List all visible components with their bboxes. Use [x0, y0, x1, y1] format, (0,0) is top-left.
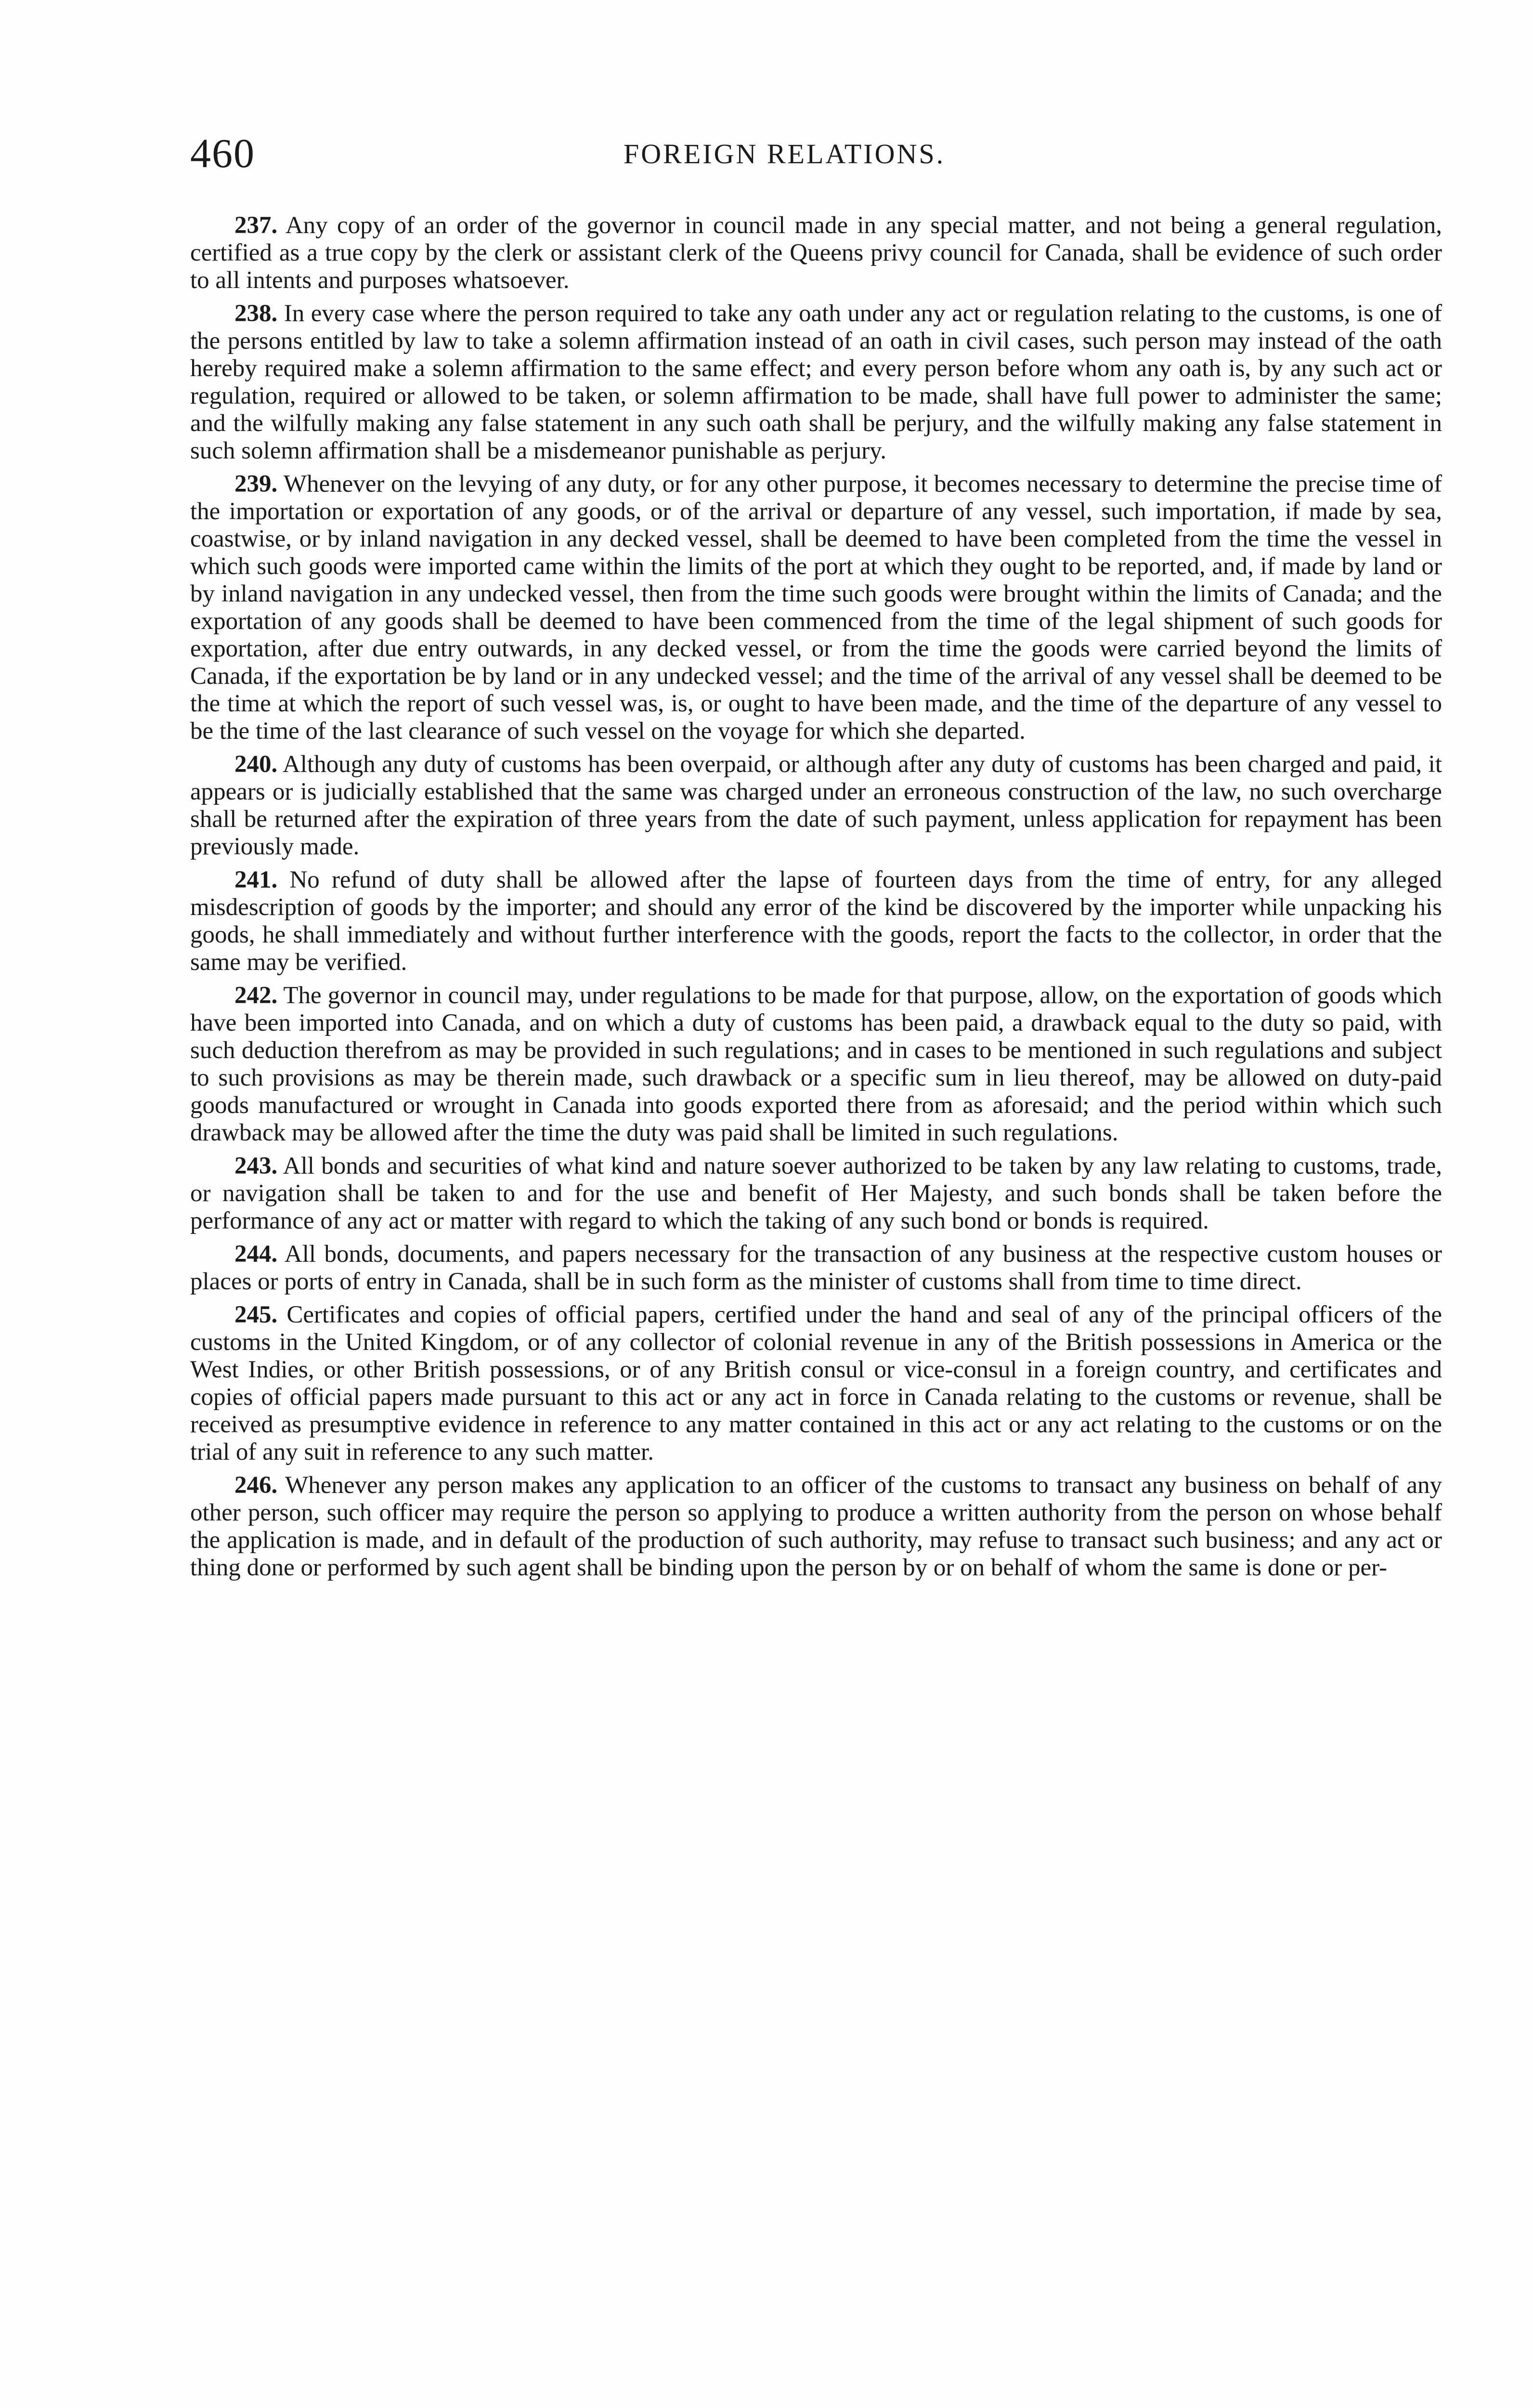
section-242 [190, 982, 1442, 1147]
section-number: 241. [234, 866, 278, 893]
page-header [190, 129, 1442, 182]
section-text: Whenever on the levying of any duty, or for any other purpose, it becomes necessary to determine the precise time of the importation or exportation of any goods, or of the arrival or departure of any vessel, such importation, if made by sea, coastwise, or by inland navigation in any decked vessel, shall be deemed to have been completed from the time the vessel in which such goods were imported came within the limits of the port at which they ought to be reported, and, if made by land or by inland navigation in any undecked vessel, then from the time such goods were brought within the limits of Canada; and the exportation of any goods shall be deemed to have been commenced from the time of the legal shipment of such goods for exportation, after due entry outwards, in any decked vessel, or from the time the goods were carried beyond the limits of Canada, if the exportation be by land or in any undecked vessel; and the time of the arrival of any vessel shall be deemed to be the time at which the report of such vessel was, is, or ought to have been made, and the time of the departure of any vessel to be the time of the last clearance of such vessel on the voyage for which she departed. [190, 471, 1442, 745]
section-text: In every case where the person required to take any oath under any act or regulation relating to the customs, is one of the persons entitled by law to take a solemn affirmation instead of an oath in civil cases, such person may instead of the oath hereby required make a solemn affirmation to the same effect; and every person before whom any oath is, by any such act or regulation, required or allowed to be taken, or solemn affirmation to be made, shall have full power to administer the same; and the wilfully making any false statement in any such oath shall be perjury, and the wilfully making any false statement in such solemn affirmation shall be a misdemeanor punishable as perjury. [190, 300, 1442, 464]
section-240 [190, 751, 1442, 861]
document-body [190, 212, 1442, 1587]
section-number: 242. [234, 982, 278, 1009]
section-text: The governor in council may, under regulations to be made for that purpose, allow, on the exportation of goods which have been imported into Canada, and on which a duty of customs has been paid, a drawback equal to the duty so paid, with such deduction therefrom as may be provided in such regulations; and in cases to be mentioned in such regulations and subject to such provisions as may be therein made, such drawback or a specific sum in lieu thereof, may be allowed on duty-paid goods manufactured or wrought in Canada into goods exported there from as aforesaid; and the period within which such drawback may be allowed after the time the duty was paid shall be limited in such regulations. [190, 982, 1442, 1146]
section-number: 245. [234, 1301, 278, 1328]
section-245 [190, 1301, 1442, 1466]
section-239 [190, 471, 1442, 745]
page-number: 460 [190, 130, 255, 176]
section-238 [190, 300, 1442, 465]
section-number: 244. [234, 1241, 278, 1268]
section-text: No refund of duty shall be allowed after the lapse of fourteen days from the time of entry, for any alleged misdescription of goods by the importer; and should any error of the kind be discovered by the importer while unpacking his goods, he shall immediately and without further interference with the goods, report the facts to the collector, in order that the same may be verified. [190, 866, 1442, 976]
section-number: 239. [234, 471, 278, 497]
section-text: All bonds, documents, and papers necessary for the transaction of any business at the respective custom houses or places or ports of entry in Canada, shall be in such form as the minister of customs shall from time to time direct. [190, 1241, 1442, 1295]
section-number: 246. [234, 1472, 278, 1499]
running-head: FOREIGN RELATIONS. [624, 138, 946, 170]
section-text: All bonds and securities of what kind and nature soever authorized to be taken by any law relating to customs, trade, or navigation shall be taken to and for the use and benefit of Her Majesty, and such bonds shall be taken before the performance of any act or matter with regard to which the taking of any such bond or bonds is required. [190, 1152, 1442, 1234]
section-244 [190, 1241, 1442, 1296]
section-241 [190, 866, 1442, 976]
section-243 [190, 1152, 1442, 1235]
section-237 [190, 212, 1442, 294]
section-number: 237. [234, 212, 278, 239]
section-text: Any copy of an order of the governor in council made in any special matter, and not being a general regulation, certified as a true copy by the clerk or assistant clerk of the Queens privy council for Canada, shall be evidence of such order to all intents and purposes whatsoever. [190, 212, 1442, 294]
section-text: Certificates and copies of official papers, certified under the hand and seal of any of the principal officers of the customs in the United Kingdom, or of any collector of colonial revenue in any of the British possessions in America or the West Indies, or other British possessions, or of any British consul or vice-consul in a foreign country, and certificates and copies of official papers made pursuant to this act or any act in force in Canada relating to the customs or revenue, shall be received as presumptive evidence in reference to any matter contained in this act or any act relating to the customs or on the trial of any suit in reference to any such matter. [190, 1301, 1442, 1466]
section-number: 240. [234, 751, 278, 778]
section-text: Whenever any person makes any application to an officer of the customs to transact any business on behalf of any other person, such officer may require the person so applying to produce a written authority from the person on whose behalf the application is made, and in default of the production of such authority, may refuse to transact such business; and any act or thing done or performed by such agent shall be binding upon the person by or on behalf of whom the same is done or per- [190, 1472, 1442, 1581]
section-246 [190, 1472, 1442, 1582]
section-text: Although any duty of customs has been overpaid, or although after any duty of customs has been charged and paid, it appears or is judicially established that the same was charged under an erroneous construction of the law, no such overcharge shall be returned after the expiration of three years from the date of such payment, unless application for repayment has been previously made. [190, 751, 1442, 860]
section-number: 243. [234, 1152, 278, 1179]
section-number: 238. [234, 300, 278, 327]
